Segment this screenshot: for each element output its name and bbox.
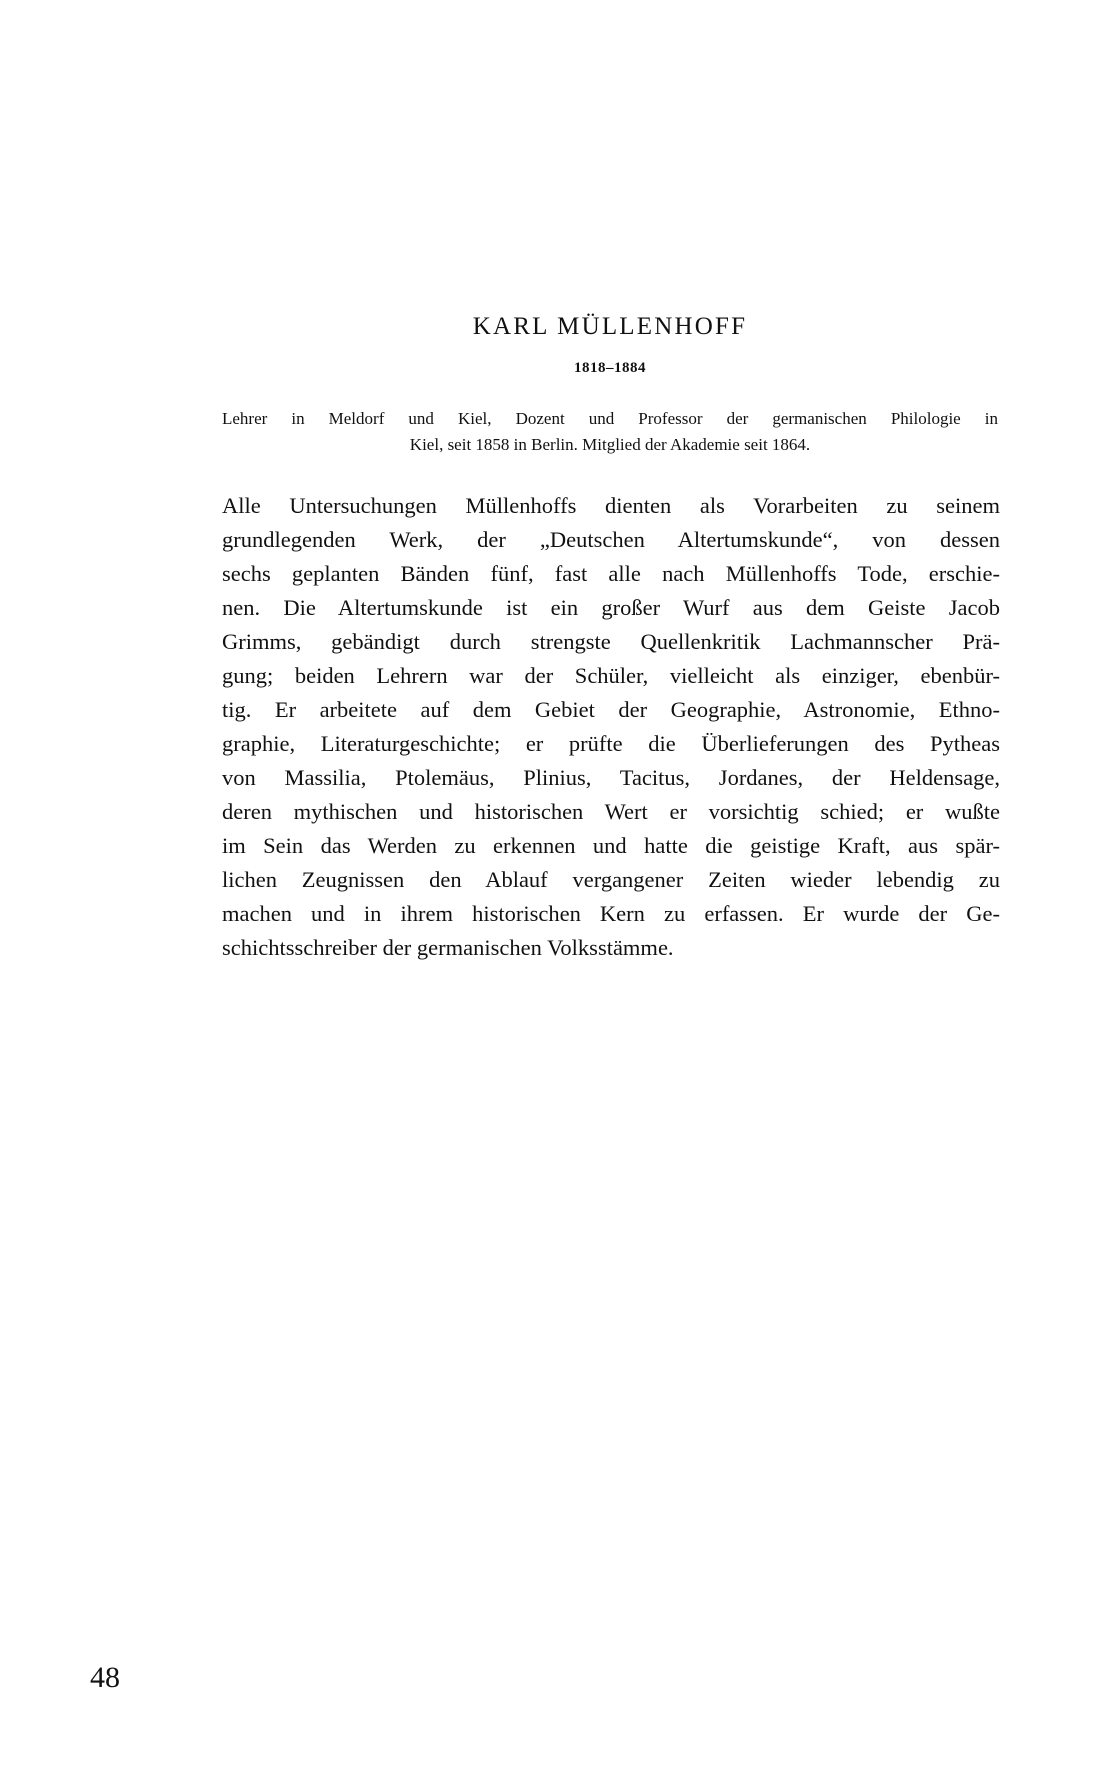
body-paragraph xyxy=(222,489,1000,965)
page-number: 48 xyxy=(90,1661,120,1694)
page-title: KARL MÜLLENHOFF xyxy=(472,313,748,340)
body-line: von Massilia, Ptolemäus, Plinius, Tacitus, Jordanes, der Heldensage, xyxy=(222,765,1000,790)
body-line: nen. Die Altertumskunde ist ein großer Wurf aus dem Geiste Jacob xyxy=(222,595,1000,620)
body-line: Grimms, gebändigt durch strengste Quellenkritik Lachmannscher Prä- xyxy=(222,629,1000,654)
body-line: sechs geplanten Bänden fünf, fast alle nach Müllenhoffs Tode, erschie- xyxy=(222,561,1000,586)
intro-line: Kiel, seit 1858 in Berlin. Mitglied der Akademie seit 1864. xyxy=(409,435,811,454)
body-line: gung; beiden Lehrern war der Schüler, vielleicht als einziger, ebenbür- xyxy=(222,663,1000,688)
body-line: schichtsschreiber der germanischen Volksstämme. xyxy=(222,935,674,960)
body-line: graphie, Literaturgeschichte; er prüfte die Überlieferungen des Pytheas xyxy=(222,731,1000,756)
body-line: grundlegenden Werk, der „Deutschen Altertumskunde“, von dessen xyxy=(222,527,1000,552)
intro-line: Lehrer in Meldorf und Kiel, Dozent und Professor der germanischen Philologie in xyxy=(222,409,998,428)
body-line: tig. Er arbeitete auf dem Gebiet der Geographie, Astronomie, Ethno- xyxy=(222,697,1000,722)
body-line: deren mythischen und historischen Wert er vorsichtig schied; er wußte xyxy=(222,799,1000,824)
biographical-intro xyxy=(222,406,998,458)
body-line: machen und in ihrem historischen Kern zu erfassen. Er wurde der Ge- xyxy=(222,901,1000,926)
body-line: Alle Untersuchungen Müllenhoffs dienten als Vorarbeiten zu seinem xyxy=(222,493,1000,518)
life-dates: 1818–1884 xyxy=(574,360,646,376)
body-line: lichen Zeugnissen den Ablauf vergangener Zeiten wieder lebendig zu xyxy=(222,867,1000,892)
body-line: im Sein das Werden zu erkennen und hatte die geistige Kraft, aus spär- xyxy=(222,833,1000,858)
